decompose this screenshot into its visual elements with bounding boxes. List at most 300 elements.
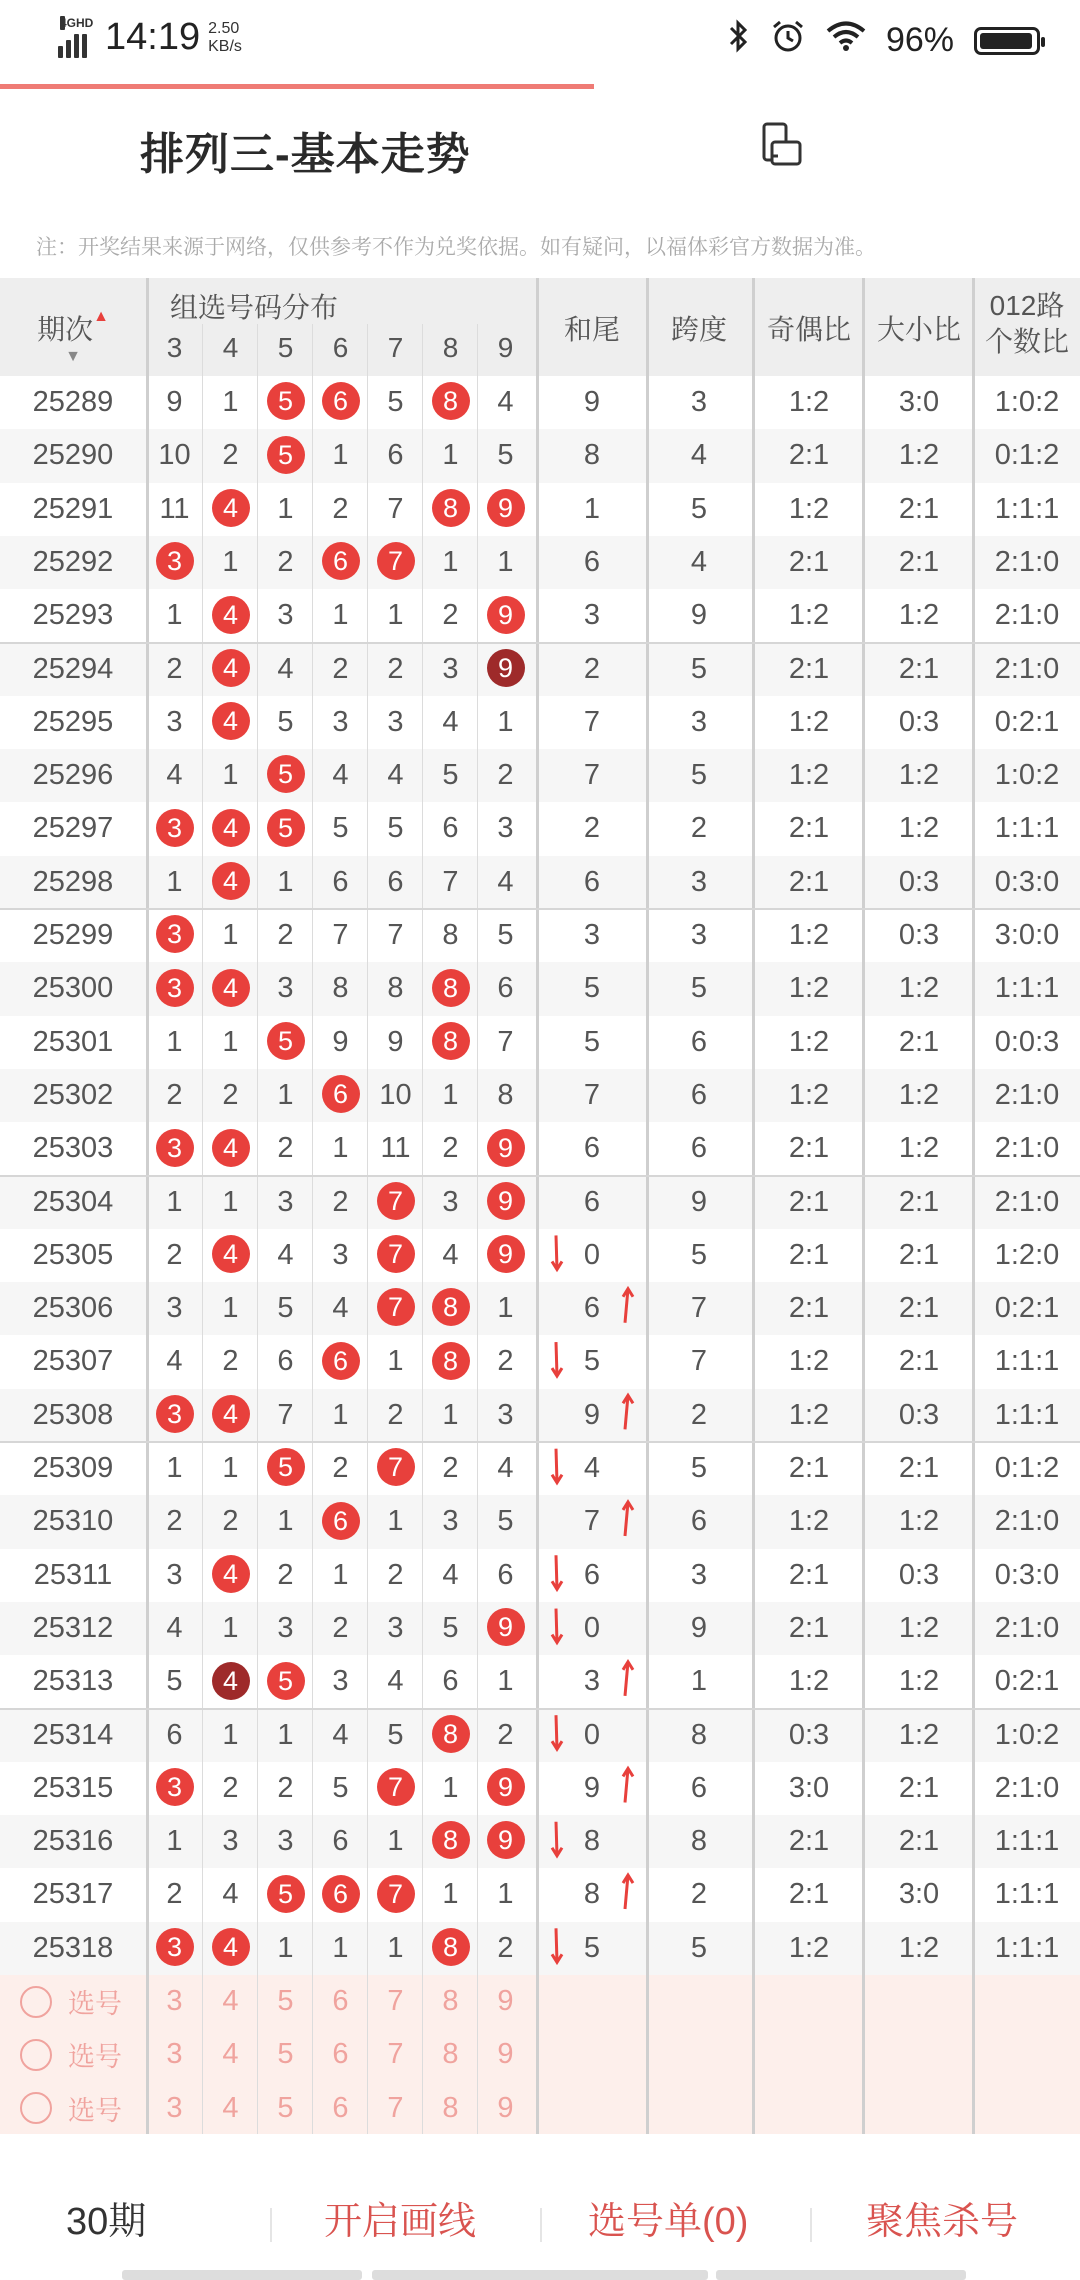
pick-label-text: 选号 [68,2042,122,2073]
odd-even-cell: 2:1 [788,865,830,898]
trend-arrow-line [556,1715,557,1749]
digit-cell: 2 [332,1452,349,1484]
pick-digit[interactable]: 8 [442,1985,459,2017]
route-ratio-cell: 1:1:1 [994,1825,1060,1858]
digit-cell: 1 [442,1078,459,1111]
digit-cell: 1 [387,1931,404,1964]
period-cell: 25293 [32,599,114,632]
hit-ball: 3 [156,809,194,847]
digit-cell: 1 [277,1078,294,1111]
hit-ball: 4 [212,1235,250,1273]
draw-lines-button[interactable]: 开启画线 [324,2201,477,2243]
digit-cell: 1 [277,1718,294,1751]
hit-ball: 9 [487,1235,525,1273]
big-small-cell: 2:1 [898,1292,940,1325]
big-small-cell: 1:2 [898,1078,940,1111]
digit-cell: 1 [442,1878,459,1911]
nav-handle [122,2270,362,2280]
period-cell: 25315 [32,1771,114,1804]
digit-cell: 1 [442,1398,459,1431]
column-divider [752,278,755,2135]
rotate-screen-button[interactable] [758,122,804,168]
trend-arrow-line [556,1555,557,1589]
span-cell: 9 [690,1185,708,1218]
digit-cell: 2 [332,1185,349,1218]
period-cell: 25309 [32,1452,114,1484]
digit-cell: 2 [442,1452,459,1484]
route-ratio-cell: 2:1:0 [994,1771,1060,1804]
pick-digit[interactable]: 9 [497,2038,514,2071]
route-ratio-cell: 0:0:3 [994,1025,1060,1058]
hit-ball: 6 [322,1875,360,1913]
big-small-cell: 1:2 [898,759,940,792]
hit-ball: 4 [212,649,250,687]
route-ratio-cell: 2:1:0 [994,1078,1060,1111]
big-small-cell: 0:3 [898,705,940,738]
pick-digit[interactable]: 8 [442,2038,459,2071]
digit-header: 7 [387,332,404,363]
rotate-screen-icon [758,122,804,168]
digit-cell: 1 [332,599,349,632]
digit-cell: 3 [332,705,349,738]
digit-cell: 11 [159,492,190,525]
pick-digit[interactable]: 4 [222,2091,239,2124]
digit-cell: 1 [166,1825,183,1858]
digit-cell: 3 [277,972,294,1005]
digit-divider [367,324,368,2135]
big-small-cell: 2:1 [898,652,940,685]
big-small-cell: 1:2 [898,439,940,472]
hit-ball: 4 [212,969,250,1007]
divider [270,2208,272,2242]
span-cell: 5 [690,759,708,792]
digit-cell: 1 [497,545,514,578]
trend-arrow-line [556,1928,557,1962]
span-cell: 1 [690,1665,708,1698]
sum-tail-cell: 3 [583,1665,601,1698]
hit-ball: 5 [267,755,305,793]
odd-even-cell: 2:1 [788,1292,830,1325]
odd-even-cell: 1:2 [788,386,830,418]
digit-cell: 2 [277,1132,294,1165]
hit-ball: 9 [487,1608,525,1646]
digit-cell: 2 [497,759,514,792]
period-cell: 25313 [32,1665,114,1698]
pick-label-text: 选号 [68,1989,122,2020]
column-divider [146,278,149,2135]
span-cell: 3 [690,386,708,418]
digit-cell: 5 [332,1771,349,1804]
period-cell: 25307 [32,1345,114,1378]
digit-cell: 1 [222,919,239,951]
period-cell: 25318 [32,1931,114,1964]
pick-digit[interactable]: 3 [166,2091,183,2124]
periods-button[interactable]: 30期 [66,2201,147,2243]
route-ratio-cell: 0:1:2 [994,439,1060,472]
hit-ball: 6 [322,542,360,580]
digit-cell: 2 [387,652,404,685]
column-divider [862,278,865,2135]
digit-cell: 7 [387,492,404,525]
route-ratio-cell: 1:0:2 [994,386,1060,418]
hit-ball: 9 [487,489,525,527]
big-small-cell: 2:1 [898,1185,940,1218]
period-cell: 25306 [32,1292,114,1325]
pick-digit[interactable]: 8 [442,2091,459,2124]
route-ratio-cell: 1:1:1 [994,812,1060,845]
pick-digit[interactable]: 6 [332,2091,349,2124]
digit-cell: 3 [387,705,404,738]
hit-ball: 8 [432,1288,470,1326]
digit-cell: 4 [332,759,349,792]
hit-ball: 7 [377,1768,415,1806]
digit-cell: 1 [277,865,294,898]
digit-cell: 5 [277,705,294,738]
divider [540,2208,542,2242]
big-small-cell: 0:3 [898,1398,940,1431]
route-ratio-cell: 0:3:0 [994,1558,1060,1591]
hit-ball: 9 [487,1768,525,1806]
digit-cell: 1 [222,545,239,578]
odd-even-cell: 2:1 [788,1878,830,1911]
period-header[interactable]: 期次▲ ▼ [37,308,109,365]
route-ratio-cell: 0:2:1 [994,1665,1060,1698]
digit-cell: 1 [497,705,514,738]
sum-tail-cell: 8 [583,1878,601,1911]
hit-ball: 5 [267,1022,305,1060]
big-small-cell: 2:1 [898,545,940,578]
span-cell: 5 [690,1452,708,1484]
digit-cell: 2 [222,1078,239,1111]
digit-divider [312,324,313,2135]
sum-tail-cell: 0 [583,1718,601,1751]
network-type: 4GHD [60,15,94,30]
hit-ball: 7 [377,1448,415,1486]
hit-ball: 8 [432,1342,470,1380]
trend-arrow-line [556,1822,557,1856]
route-ratio-cell: 1:1:1 [994,1398,1060,1431]
span-cell: 2 [690,1398,708,1431]
odd-even-cell: 1:2 [788,759,830,792]
odd-even-cell: 2:1 [788,812,830,845]
digit-cell: 3 [277,1185,294,1218]
digit-cell: 1 [442,439,459,472]
digit-cell: 4 [497,1452,514,1484]
digit-cell: 2 [442,1132,459,1165]
sum-tail-cell: 6 [583,865,601,898]
digit-cell: 4 [332,1292,349,1325]
odd-even-cell: 1:2 [788,1345,830,1378]
digit-cell: 9 [332,1025,349,1058]
group-divider [0,1708,1080,1710]
span-cell: 3 [690,705,708,738]
digit-cell: 9 [387,1025,404,1058]
digit-cell: 5 [387,812,404,845]
sum-tail-cell: 7 [583,705,601,738]
hit-ball: 3 [156,1768,194,1806]
sum-tail-cell: 5 [583,1025,601,1058]
digit-cell: 1 [166,599,183,632]
digit-cell: 1 [332,1398,349,1431]
pick-digit[interactable]: 4 [222,1985,239,2017]
route-ratio-cell: 2:1:0 [994,545,1060,578]
battery-icon [974,27,1040,55]
digit-cell: 1 [497,1878,514,1911]
odd-even-cell: 2:1 [788,652,830,685]
hit-ball: 5 [267,1662,305,1700]
big-small-cell: 3:0 [898,1878,940,1911]
route-ratio-cell: 2:1:0 [994,1185,1060,1218]
pick-digit[interactable]: 3 [166,2038,183,2071]
big-small-cell: 2:1 [898,1452,940,1484]
hit-ball: 6 [322,382,360,420]
big-small-cell: 1:2 [898,1132,940,1165]
digit-cell: 1 [166,1185,183,1218]
digit-cell: 3 [166,1292,183,1325]
hit-ball: 4 [212,489,250,527]
big-small-cell: 1:2 [898,972,940,1005]
span-cell: 7 [690,1345,708,1378]
pick-list-button[interactable]: 选号单(0) [588,2201,749,2243]
digit-cell: 3 [222,1825,239,1858]
digit-cell: 2 [222,439,239,472]
span-cell: 6 [690,1025,708,1058]
digit-cell: 6 [442,812,459,845]
sum-tail-cell: 7 [583,759,601,792]
sum-tail-cell: 5 [583,1345,601,1378]
digit-cell: 4 [166,1345,183,1378]
route-header: 012路 个数比 [984,290,1069,357]
digit-cell: 3 [277,1611,294,1644]
pick-digit[interactable]: 5 [277,2038,294,2071]
trend-table [0,278,1080,2134]
span-cell: 6 [690,1078,708,1111]
digit-cell: 1 [222,1292,239,1325]
digit-cell: 4 [442,705,459,738]
big-small-cell: 2:1 [898,492,940,525]
hit-ball: 9 [487,1129,525,1167]
digit-cell: 2 [387,1398,404,1431]
digit-cell: 3 [497,1398,514,1431]
digit-cell: 8 [497,1078,514,1111]
digit-cell: 7 [277,1398,294,1431]
digit-cell: 1 [277,1505,294,1538]
digit-cell: 6 [387,865,404,898]
sum-tail-cell: 1 [583,492,601,525]
sum-tail-cell: 9 [583,1398,601,1431]
hit-ball: 3 [156,969,194,1007]
pick-digit[interactable]: 7 [387,2091,404,2124]
odd-even-cell: 1:2 [788,492,830,525]
digit-cell: 4 [332,1718,349,1751]
period-cell: 25298 [32,865,114,898]
column-divider [646,278,649,2135]
hit-ball: 5 [267,809,305,847]
route-ratio-cell: 3:0:0 [994,919,1060,951]
pick-digit[interactable]: 9 [497,2091,514,2124]
digit-cell: 3 [387,1611,404,1644]
span-cell: 9 [690,599,708,632]
digit-cell: 7 [332,919,349,951]
route-ratio-cell: 1:0:2 [994,1718,1060,1751]
hit-ball: 7 [377,1288,415,1326]
odd-even-cell: 2:1 [788,1611,830,1644]
trend-arrow-line [556,1609,557,1643]
odd-even-cell: 2:1 [788,439,830,472]
period-cell: 25297 [32,812,114,845]
hit-ball: 6 [322,1075,360,1113]
hit-ball: 8 [432,1821,470,1859]
column-divider [972,278,975,2135]
status-bar [0,0,1080,84]
sum-tail-cell: 2 [583,812,601,845]
sum-tail-cell: 6 [583,1292,601,1325]
digit-cell: 1 [387,1505,404,1538]
hit-ball: 9 [487,1182,525,1220]
span-cell: 5 [690,1931,708,1964]
odd-even-cell: 0:3 [788,1718,830,1751]
sort-icon: ▲ ▼ [65,308,109,365]
pick-digit[interactable]: 3 [166,1985,183,2017]
sum-tail-cell: 9 [583,1771,601,1804]
hit-ball: 4 [212,1395,250,1433]
hit-ball: 8 [432,969,470,1007]
route-ratio-cell: 0:1:2 [994,1452,1060,1484]
odd-even-cell: 2:1 [788,1558,830,1591]
route-ratio-cell: 0:3:0 [994,865,1060,898]
digit-cell: 1 [442,545,459,578]
odd-even-header: 奇偶比 [766,314,851,345]
digit-cell: 4 [277,1238,294,1271]
period-cell: 25302 [32,1078,114,1111]
pick-digit[interactable]: 6 [332,1985,349,2017]
digit-cell: 1 [222,1452,239,1484]
span-cell: 6 [690,1771,708,1804]
hit-ball: 5 [267,436,305,474]
span-cell: 8 [690,1718,708,1751]
pick-digit[interactable]: 7 [387,2038,404,2071]
hit-ball: 7 [377,1235,415,1273]
digit-cell: 4 [442,1558,459,1591]
period-cell: 25291 [32,492,114,525]
digit-cell: 8 [442,919,459,951]
big-small-cell: 1:2 [898,1931,940,1964]
digit-cell: 6 [332,865,349,898]
hit-ball: 9 [487,1821,525,1859]
pick-digit[interactable]: 9 [497,1985,514,2017]
hit-ball: 7 [377,542,415,580]
period-cell: 25295 [32,705,114,738]
pick-digit[interactable]: 5 [277,2091,294,2124]
hit-ball: 9 [487,596,525,634]
big-small-cell: 2:1 [898,1825,940,1858]
sum-tail-cell: 5 [583,972,601,1005]
digit-cell: 5 [387,1718,404,1751]
route-ratio-cell: 1:1:1 [994,972,1060,1005]
odd-even-cell: 1:2 [788,1505,830,1538]
odd-even-cell: 1:2 [788,1025,830,1058]
battery-percent: 96% [885,21,954,59]
period-cell: 25310 [32,1505,114,1538]
sum-tail-cell: 4 [583,1452,601,1484]
digit-header: 5 [277,332,294,363]
hit-ball: 4 [212,1928,250,1966]
period-cell: 25317 [32,1878,114,1911]
odd-even-cell: 1:2 [788,1078,830,1111]
period-cell: 25312 [32,1611,114,1644]
hit-ball: 3 [156,915,194,953]
span-cell: 2 [690,1878,708,1911]
period-cell: 25308 [32,1398,114,1431]
digit-cell: 5 [497,439,514,472]
digit-header: 4 [222,332,239,363]
hit-ball: 4 [212,1129,250,1167]
page-load-progress [0,84,594,89]
route-ratio-cell: 0:2:1 [994,1292,1060,1325]
digit-cell: 8 [332,972,349,1005]
pick-digit[interactable]: 4 [222,2038,239,2071]
digit-cell: 1 [222,1025,239,1058]
trend-arrow-line [556,1235,557,1269]
hit-ball: 8 [432,1928,470,1966]
digit-cell: 4 [497,865,514,898]
digit-cell: 2 [166,1878,183,1911]
big-small-cell: 1:2 [898,1718,940,1751]
bottom-toolbar [0,2134,1080,2280]
digit-divider [202,324,203,2135]
span-cell: 3 [690,919,708,951]
span-cell: 6 [690,1505,708,1538]
digit-cell: 2 [277,545,294,578]
route-ratio-cell: 2:1:0 [994,652,1060,685]
digit-cell: 5 [497,919,514,951]
big-small-cell: 3:0 [898,386,940,418]
span-cell: 5 [690,1238,708,1271]
digit-cell: 2 [222,1505,239,1538]
hit-ball: 4 [212,809,250,847]
span-cell: 3 [690,865,708,898]
big-small-cell: 1:2 [898,1505,940,1538]
digit-cell: 4 [166,1611,183,1644]
sum-tail-cell: 0 [583,1611,601,1644]
digit-cell: 2 [166,1505,183,1538]
nav-handle [372,2270,708,2280]
period-cell: 25314 [32,1718,114,1751]
trend-arrow-line [556,1449,557,1483]
pick-digit[interactable]: 5 [277,1985,294,2017]
digit-cell: 6 [166,1718,183,1751]
focus-kill-button[interactable]: 聚焦杀号 [866,2201,1019,2243]
digit-cell: 1 [442,1771,459,1804]
period-cell: 25311 [33,1558,113,1591]
digit-cell: 6 [497,972,514,1005]
pick-digit[interactable]: 7 [387,1985,404,2017]
digit-cell: 2 [442,599,459,632]
digit-cell: 5 [166,1665,183,1698]
digit-cell: 2 [332,492,349,525]
group-divider [0,908,1080,910]
hit-ball: 7 [377,1875,415,1913]
digit-cell: 3 [166,1558,183,1591]
big-small-cell: 1:2 [898,1611,940,1644]
digit-header: 6 [332,332,349,363]
digit-cell: 6 [442,1665,459,1698]
alarm-icon [770,18,806,63]
clock: 14:19 [105,16,201,58]
digit-cell: 3 [442,1505,459,1538]
digit-cell: 1 [387,599,404,632]
pick-digit[interactable]: 6 [332,2038,349,2071]
